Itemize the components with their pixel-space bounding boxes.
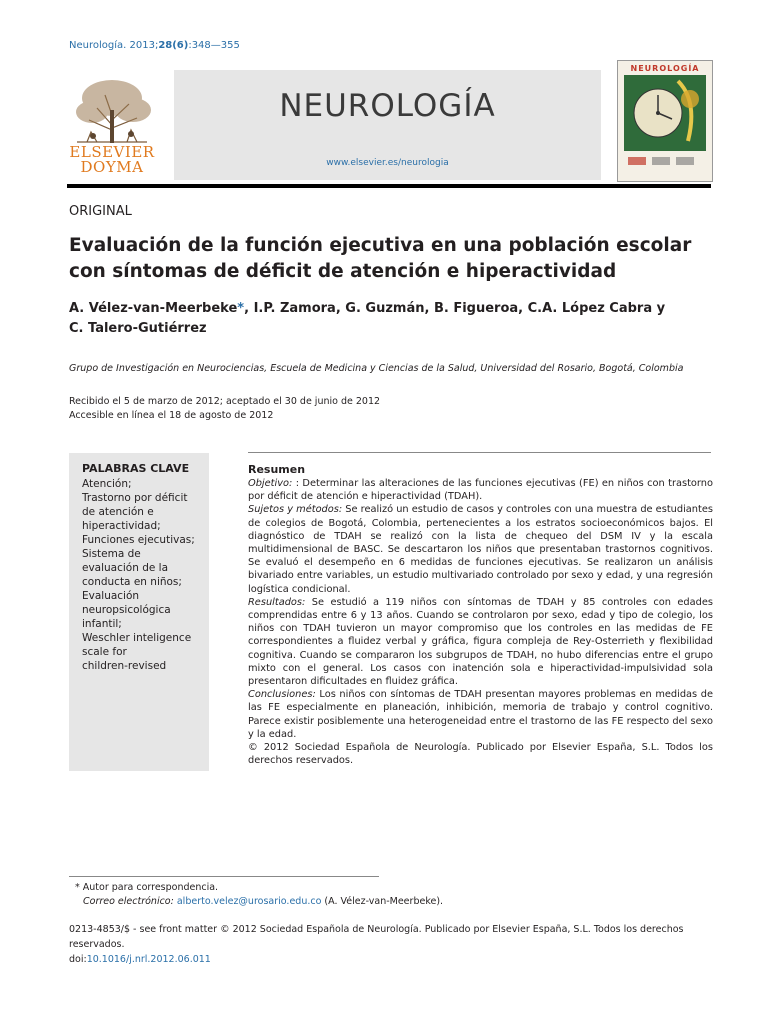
methods-label: Sujetos y métodos:: [248, 504, 343, 516]
objective-label: Objetivo:: [248, 478, 293, 489]
abstract-body: [248, 477, 713, 767]
article-dates: [69, 395, 380, 423]
email-line: [75, 895, 715, 909]
corresponding-note: [75, 881, 715, 895]
doi-label: doi:: [69, 954, 87, 965]
keyword-item: children-revised: [82, 660, 167, 672]
article-section: ORIGINAL: [69, 204, 132, 219]
issn-block: [69, 922, 719, 967]
keyword-item: scale for: [82, 646, 127, 658]
publisher-line-2: DOYMA: [80, 158, 144, 176]
doi-link[interactable]: 10.1016/j.nrl.2012.06.011: [86, 954, 211, 965]
citation-pages: :348—355: [188, 40, 240, 51]
keyword-item: neuropsicológica: [82, 604, 171, 616]
citation-journal: Neurología. 2013;: [69, 40, 159, 51]
methods-text: Se realizó un estudio de casos y controles con una muestra de estudiantes de colegios de Bogotá, Colombia, pertenecientes a los estratos socioeconómicos bajos. El diagnóstico de TDAH se realizó con la lista de chequeo del DSM IV y la escala multidimensional de BASC. Se descartaron los niños que presentaban trastornos cognitivos. Se evaluó el desempeño en 6 medidas de funciones ejecutivas. Se realizaron un análisis bivariado entre variables, un estudio multivariado controlado por sexo y edad, y una regresión logística condicional.: [248, 504, 713, 595]
cover-clock-art: [618, 61, 712, 181]
email-owner: (A. Vélez-van-Meerbeke).: [321, 896, 444, 907]
keywords-heading: PALABRAS CLAVE: [82, 462, 190, 475]
results-label: Resultados:: [248, 596, 306, 608]
publisher-name: [64, 145, 160, 175]
objective-text: : Determinar las alteraciones de las funciones ejecutivas (FE) en niños con trastorno por déficit de atención e hiperactividad (TDAH).: [248, 478, 713, 503]
first-author: A. Vélez-van-Meerbeke: [69, 301, 238, 316]
keyword-item: Weschler inteligence: [82, 632, 192, 644]
conclusions-label: Conclusiones:: [248, 689, 316, 701]
keyword-item: Evaluación: [82, 590, 140, 602]
abstract-heading: Resumen: [248, 463, 306, 476]
keyword-item: conducta en niños;: [82, 576, 182, 588]
keywords-list: [82, 477, 207, 673]
abstract-results: [248, 596, 713, 688]
keyword-item: hiperactividad;: [82, 520, 161, 532]
results-text: Se estudió a 119 niños con síntomas de TDAH y 85 controles con edades comprendidas entre 6 y 13 años. Cuando se controlaron por sexo, edad y tipo de colegio, los niños con TDAH tuvieron un mayor compromiso que los controles en las medidas de FE correspondientes a fluidez verbal y gráfica, figura compleja de Rey-Osterrieth y flexibilidad cognitiva. Cuando se compararon los subgrupos de TDAH, no hubo diferencias entre el grupo mixto con el general. Los casos con inatención sola e hiperactividad-impulsividad sola presentaron dificultades en fluidez gráfica.: [248, 596, 713, 688]
footnote-mark: *: [75, 882, 80, 893]
last-author: C. Talero-Gutiérrez: [69, 321, 207, 336]
journal-citation: [69, 40, 240, 51]
doi-line: [69, 952, 719, 967]
journal-url-link[interactable]: www.elsevier.es/neurologia: [326, 158, 449, 168]
issn-line: 0213-4853/$ - see front matter © 2012 Sociedad Española de Neurología. Publicado por Elsevier España, S.L. Todos los derechos reservados.: [69, 924, 684, 950]
abstract-conclusions: [248, 688, 713, 741]
keyword-item: evaluación de la: [82, 562, 169, 574]
other-authors: , I.P. Zamora, G. Guzmán, B. Figueroa, C.A. López Cabra y: [244, 301, 666, 316]
author-list: [69, 299, 729, 339]
keyword-item: Sistema de: [82, 548, 141, 560]
online-date: Accesible en línea el 18 de agosto de 2012: [69, 410, 274, 421]
received-date: Recibido el 5 de marzo de 2012; aceptado el 30 de junio de 2012: [69, 396, 381, 407]
abstract-methods: [248, 503, 713, 595]
footnote-text: Autor para correspondencia.: [79, 882, 219, 893]
conclusions-text: Los niños con síntomas de TDAH presentan mayores problemas en medidas de las FE especialmente en planeación, inhibición, memoria de trabajo y control cognitivo. Parece existir posiblemente una heterogeneidad entre el trastorno de las FE respecto del sexo y la edad.: [248, 689, 713, 740]
email-link[interactable]: alberto.velez@urosario.edu.co: [176, 896, 322, 907]
citation-volume: 28(6): [158, 40, 189, 51]
corresponding-author-mark[interactable]: *: [237, 301, 245, 316]
email-label: Correo electrónico:: [83, 896, 174, 907]
keyword-item: Funciones ejecutivas;: [82, 534, 195, 546]
article-title: Evaluación de la función ejecutiva en una población escolar con síntomas de déficit de atención e hiperactividad: [69, 235, 692, 282]
footnote-rule: [69, 876, 379, 877]
cover-title: NEUROLOGÍA: [630, 64, 700, 73]
keyword-item: Atención;: [82, 478, 132, 490]
affiliation: Grupo de Investigación en Neurociencias, Escuela de Medicina y Ciencias de la Salud, Universidad del Rosario, Bogotá, Colombia: [69, 363, 684, 374]
abstract-rule: [248, 452, 711, 453]
keyword-item: infantil;: [82, 618, 122, 630]
journal-title: NEUROLOGÍA: [279, 88, 496, 124]
keyword-item: de atención e: [82, 506, 154, 518]
keyword-item: Trastorno por déficit: [82, 492, 188, 504]
abstract-objective: [248, 477, 713, 503]
footnote: [75, 881, 715, 909]
header-rule: [67, 184, 711, 188]
journal-cover-thumbnail: [617, 60, 713, 182]
publisher-line-1: ELSEVIER: [69, 143, 155, 161]
abstract-copyright: © 2012 Sociedad Española de Neurología. Publicado por Elsevier España, S.L. Todos los derechos reservados.: [248, 742, 713, 767]
